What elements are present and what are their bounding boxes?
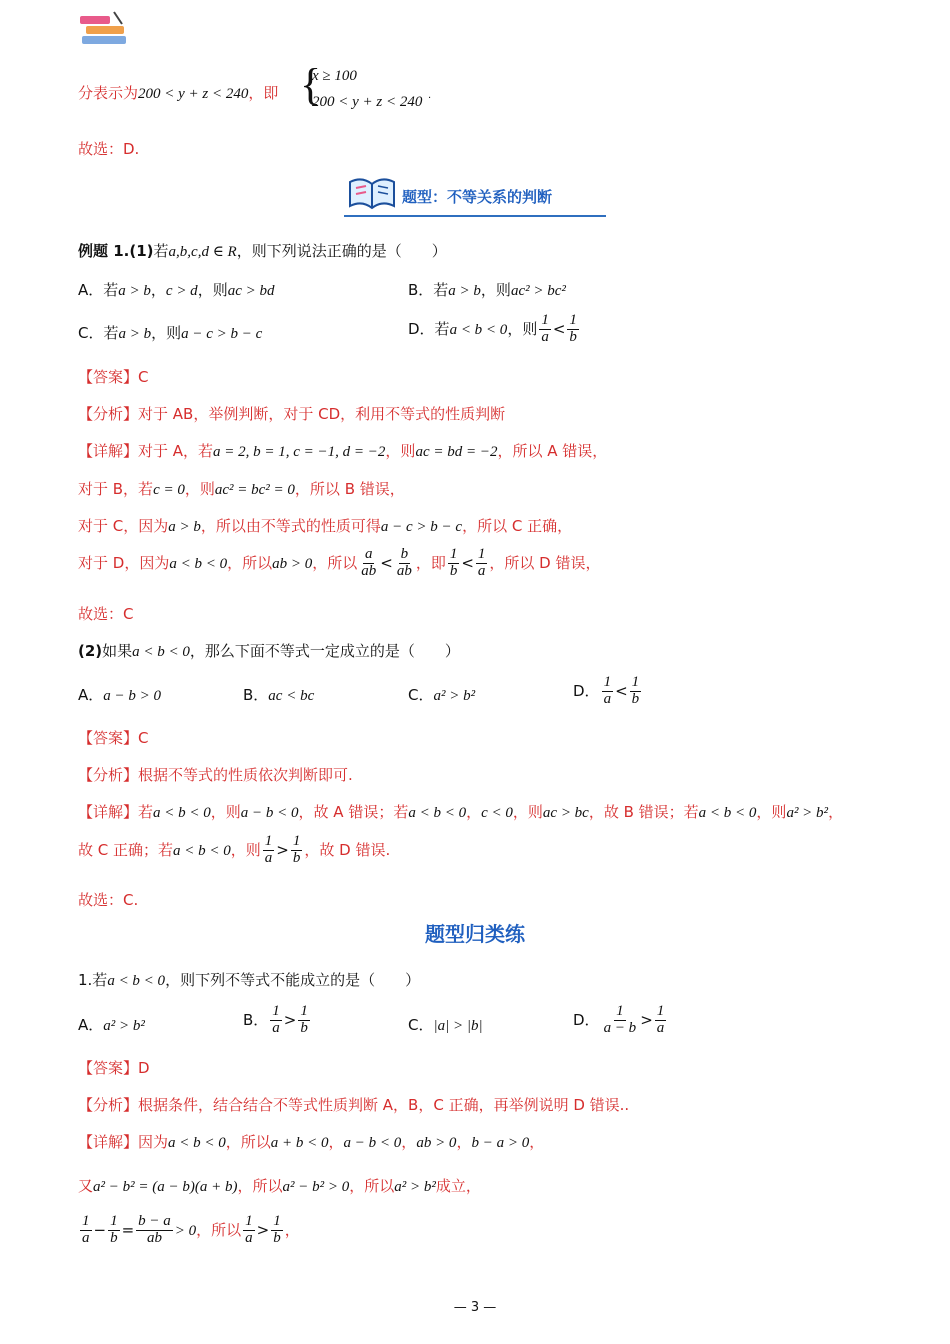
ex1-option-d [408, 313, 581, 346]
q1-analysis: 【分析】根据条件，结合结合不等式性质判断 A，B，C 正确，再举例说明 D 错误.. [78, 1096, 630, 1114]
ex1-optC-e2: a − c > b − c [181, 326, 263, 342]
ex1-option-b [408, 279, 566, 300]
ex1-conclusion: 故选：C [78, 605, 134, 623]
section-title: 题型：不等关系的判断 [402, 188, 553, 206]
ex2-label: (2) [78, 642, 103, 660]
brace: { [300, 60, 322, 109]
ex1-label: 例题 1.(1) [78, 242, 154, 260]
ex2-stem: (2)如果a < b < 0，那么下面不等式一定成立的是（ ） [78, 642, 460, 660]
q1-detail-2: 又a² − b² = (a − b)(a + b)，所以a² − b² > 0，所以a² > b²成立， [78, 1177, 481, 1195]
page-number: — 3 — [453, 1300, 497, 1315]
ex1-stem-expr: a,b,c,d ∈ R [168, 244, 237, 260]
ex1-optD-label: D．若 [408, 319, 450, 338]
section-rule [344, 215, 606, 217]
ex1-detail-2: 对于 B，若c = 0，则ac² = bc² = 0，所以 B 错误， [78, 480, 405, 498]
ex2-detail-1: 【详解】若a < b < 0，则a − b < 0，故 A 错误；若a < b < 0，c < 0，则ac > bc，故 B 错误；若a < b < 0，则a² > b²， [78, 803, 844, 821]
ex1-option-a [78, 279, 274, 300]
ex1-optA-s1: ， [150, 281, 166, 299]
open-book-icon [346, 172, 398, 212]
ex2-option-b: B．ac < bc [243, 686, 315, 704]
q1-option-b: B． $\frac{1}{a}$ > $\frac{1}{b}$ [243, 1003, 308, 1036]
ex2-analysis: 【分析】根据不等式的性质依次判断即可. [78, 766, 353, 784]
ex1-detail-1: 【详解】对于 A，若a = 2, b = 1, c = −1, d = −2，则ac = bd = −2，所以 A 错误， [78, 442, 608, 460]
ex1-optB-e1: a > b [448, 283, 481, 299]
prev-answer: 故选：D. [78, 140, 140, 158]
q1-detail-1: 【详解】因为a < b < 0，所以a + b < 0，a − b < 0，ab > 0，b − a > 0， [78, 1133, 545, 1151]
ex2-option-c: C．a² > b² [408, 686, 476, 704]
books-pencil-icon [78, 10, 130, 50]
q1-stem: 1.若a < b < 0，则下列不等式不能成立的是（ ） [78, 971, 421, 989]
q1-option-d: D． $\frac{1}{a - b}$ > $\frac{1}{a}$ [573, 1003, 665, 1036]
ex1-stem-a: 若 [153, 242, 169, 260]
ex2-answer: 【答案】C [78, 729, 149, 747]
ex1-stem [78, 240, 447, 261]
q1-option-a: A．a² > b² [78, 1016, 145, 1034]
ex1-optC-e1: a > b [118, 326, 152, 342]
q1-option-c: C．|a| > |b| [408, 1016, 483, 1034]
ex1-detail-4: 对于 D，因为a < b < 0，所以ab > 0，所以 $\frac{a}{ab}$ < $\frac{b}{ab}$ ，即 $\frac{1}{b}$ < $\frac{1}{a}$ ，所以 D 错误， [78, 546, 601, 579]
q1-answer: 【答案】D [78, 1059, 150, 1077]
prev-prefix: 分表示为 [78, 84, 139, 102]
ex1-optA-e3: ac > bd [227, 283, 275, 299]
ex1-optD-op: < [552, 319, 566, 338]
system-line-2: 200 < y + z < 240 [312, 94, 423, 110]
system-end: . [428, 90, 432, 101]
prev-line [78, 82, 278, 103]
ex1-optD-e1: a < b < 0 [449, 321, 508, 338]
ex1-optB-e2: ac² > bc² [510, 283, 566, 299]
ex1-optB-label: B．若 [408, 281, 449, 299]
ex2-conclusion: 故选：C. [78, 891, 139, 909]
prev-sep: ，即 [248, 84, 279, 102]
ex1-optD-frac1: $\frac{1}{a}$ [541, 312, 549, 345]
ex1-answer: 【答案】C [78, 368, 149, 386]
ex1-optD-sep: ，则 [507, 319, 538, 338]
ex1-optA-s2: ，则 [197, 281, 228, 299]
ex1-optB-sep: ，则 [480, 281, 511, 299]
ex1-stem-b: ，则下列说法正确的是（ ） [236, 242, 447, 260]
ex1-optA-e1: a > b [118, 283, 151, 299]
practice-title: 题型归类练 [425, 922, 525, 946]
ex1-option-c [78, 322, 262, 343]
ex1-optA-label: A．若 [78, 281, 119, 299]
ex1-optC-sep: ，则 [151, 324, 182, 342]
ex1-detail-3: 对于 C，因为a > b，所以由不等式的性质可得a − c > b − c，所以 C 正确， [78, 517, 573, 535]
prev-expr: 200 < y + z < 240 [138, 86, 249, 102]
system-line-1: x ≥ 100 [312, 68, 357, 84]
ex1-optD-frac2: $\frac{1}{b}$ [569, 312, 577, 345]
q1-detail-3: $\frac{1}{a}$ − $\frac{1}{b}$ = $\frac{b - a}{ab}$ > 0，所以 $\frac{1}{a}$ > $\frac{1}{b}$ ， [82, 1213, 300, 1246]
ex2-option-d: D． $\frac{1}{a}$ < $\frac{1}{b}$ [573, 674, 640, 707]
ex2-detail-2: 故 C 正确；若a < b < 0，则 $\frac{1}{a}$ > $\frac{1}{b}$ ，故 D 错误. [78, 833, 391, 866]
ex1-analysis: 【分析】对于 AB，举例判断，对于 CD，利用不等式的性质判断 [78, 405, 506, 423]
ex2-option-a: A．a − b > 0 [78, 686, 162, 704]
ex1-optC-label: C．若 [78, 324, 119, 342]
ex1-optA-e2: c > d [165, 283, 198, 299]
